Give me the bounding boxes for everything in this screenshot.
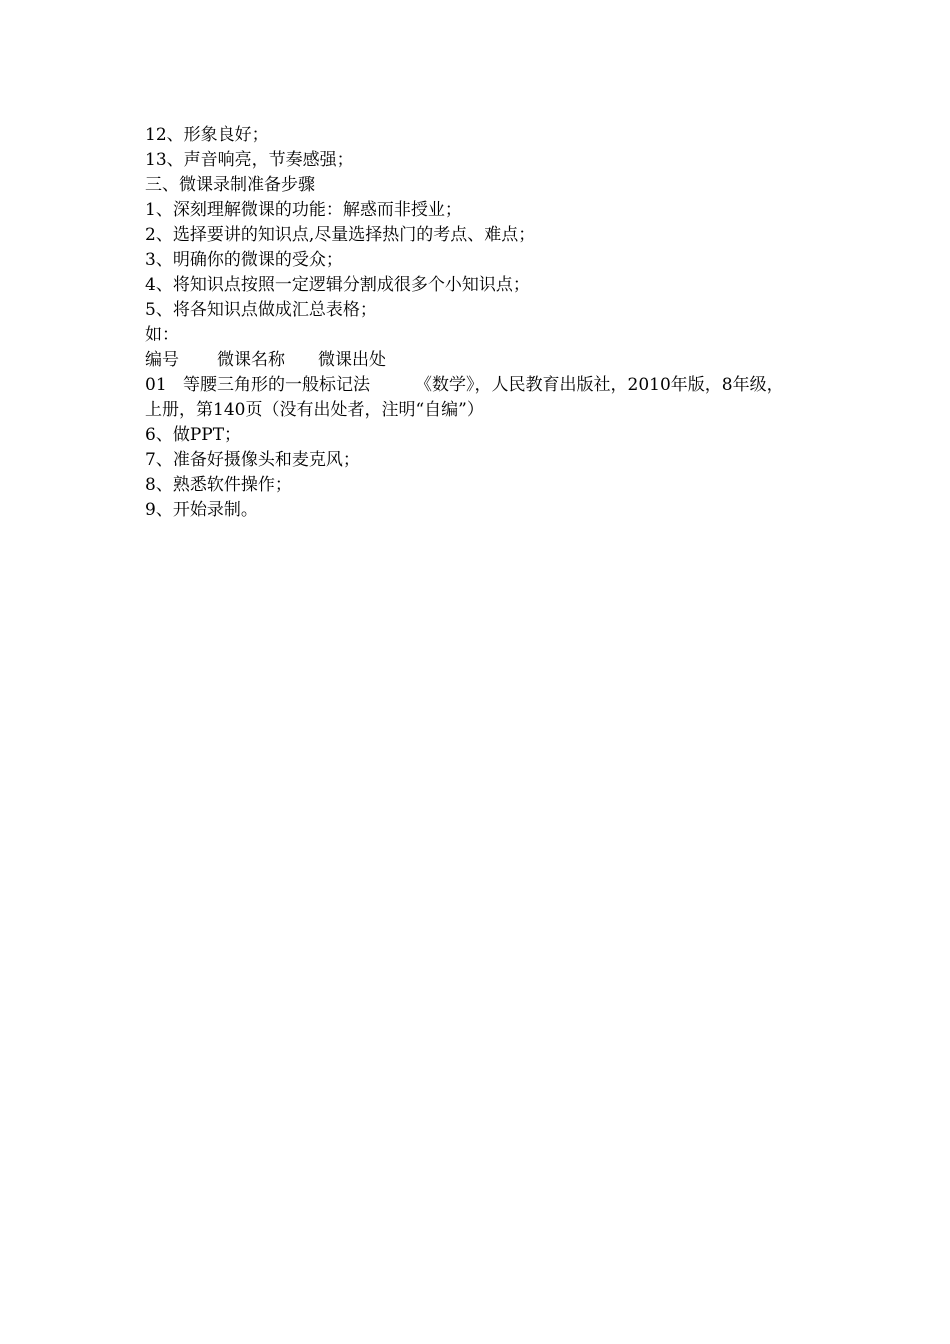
table-cell-source-continued: 上册，第140页（没有出处者，注明“自编”） bbox=[145, 400, 484, 420]
table-header-name: 微课名称 bbox=[217, 350, 285, 370]
step-item: 3、明确你的微课的受众； bbox=[145, 250, 343, 270]
section-heading: 三、微课录制准备步骤 bbox=[145, 175, 315, 195]
table-header-row bbox=[145, 348, 815, 373]
table-cell-number: 01 bbox=[145, 375, 167, 395]
table-header-number: 编号 bbox=[145, 350, 179, 370]
table-cell-name: 等腰三角形的一般标记法 bbox=[183, 375, 370, 395]
step-item: 4、将知识点按照一定逻辑分割成很多个小知识点； bbox=[145, 275, 530, 295]
table-row bbox=[145, 373, 815, 398]
step-item: 6、做PPT； bbox=[145, 425, 242, 445]
step-item: 2、选择要讲的知识点,尽量选择热门的考点、难点； bbox=[145, 225, 536, 245]
text-line: 13、声音响亮，节奏感强； bbox=[145, 150, 354, 170]
step-item: 5、将各知识点做成汇总表格； bbox=[145, 300, 377, 320]
step-item: 7、准备好摄像头和麦克风； bbox=[145, 450, 360, 470]
step-item: 8、熟悉软件操作； bbox=[145, 475, 292, 495]
table-header-source: 微课出处 bbox=[318, 350, 386, 370]
step-item: 9、开始录制。 bbox=[145, 500, 258, 520]
step-item: 1、深刻理解微课的功能：解惑而非授业； bbox=[145, 200, 462, 220]
example-label: 如： bbox=[145, 325, 179, 345]
table-cell-source: 《数学》，人民教育出版社，2010年版，8年级， bbox=[415, 375, 784, 395]
text-line: 12、形象良好； bbox=[145, 125, 269, 145]
document-body bbox=[145, 123, 815, 523]
